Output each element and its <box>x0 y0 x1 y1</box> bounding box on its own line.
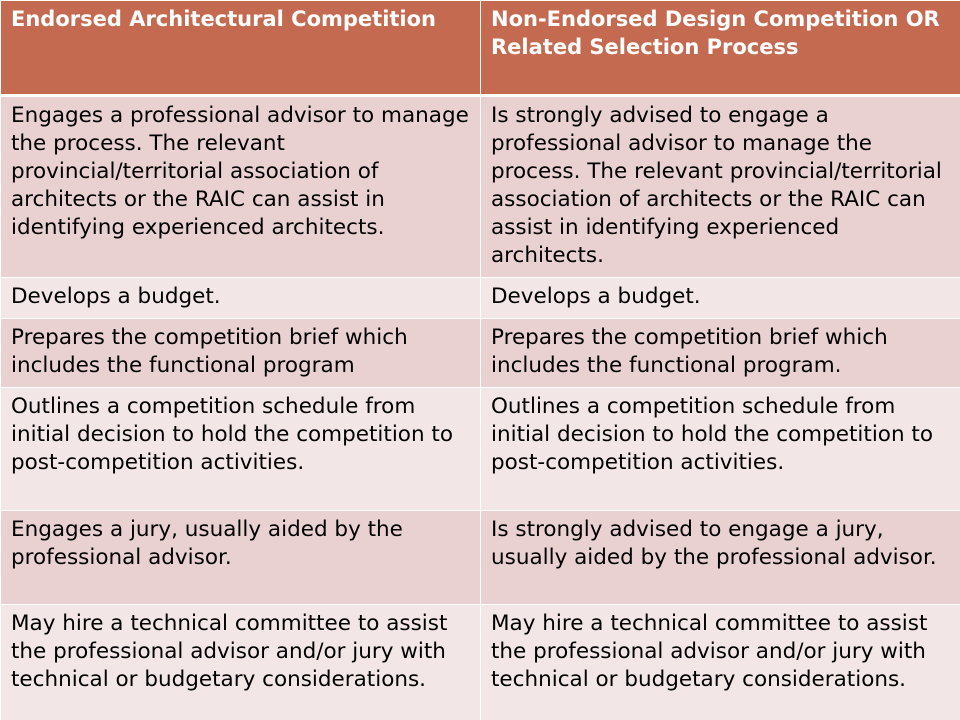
table-body <box>1 96 960 720</box>
table-row <box>1 388 960 511</box>
header-endorsed-competition: Endorsed Architectural Competition <box>1 1 481 96</box>
header-row <box>1 1 960 96</box>
table-row <box>1 605 960 720</box>
cell-non-endorsed: Develops a budget. <box>481 278 960 319</box>
cell-endorsed: Engages a jury, usually aided by the professional advisor. <box>1 511 481 605</box>
cell-endorsed: Prepares the competition brief which includes the functional program <box>1 319 481 388</box>
cell-non-endorsed: Is strongly advised to engage a professional advisor to manage the process. The relevant provincial/territorial association of architects or the RAIC can assist in identifying experienced architects. <box>481 96 960 278</box>
cell-non-endorsed: Is strongly advised to engage a jury, usually aided by the professional advisor. <box>481 511 960 605</box>
table-header <box>1 1 960 96</box>
cell-endorsed: May hire a technical committee to assist the professional advisor and/or jury with technical or budgetary considerations. <box>1 605 481 720</box>
cell-non-endorsed: Outlines a competition schedule from initial decision to hold the competition to post-competition activities. <box>481 388 960 511</box>
table-row <box>1 511 960 605</box>
cell-non-endorsed: May hire a technical committee to assist the professional advisor and/or jury with technical or budgetary considerations. <box>481 605 960 720</box>
table-row <box>1 278 960 319</box>
cell-endorsed: Develops a budget. <box>1 278 481 319</box>
cell-non-endorsed: Prepares the competition brief which includes the functional program. <box>481 319 960 388</box>
header-non-endorsed-competition: Non-Endorsed Design Competition OR Related Selection Process <box>481 1 960 96</box>
cell-endorsed: Engages a professional advisor to manage the process. The relevant provincial/territorial association of architects or the RAIC can assist in identifying experienced architects. <box>1 96 481 278</box>
table-row <box>1 319 960 388</box>
cell-endorsed: Outlines a competition schedule from initial decision to hold the competition to post-competition activities. <box>1 388 481 511</box>
table-row <box>1 96 960 278</box>
